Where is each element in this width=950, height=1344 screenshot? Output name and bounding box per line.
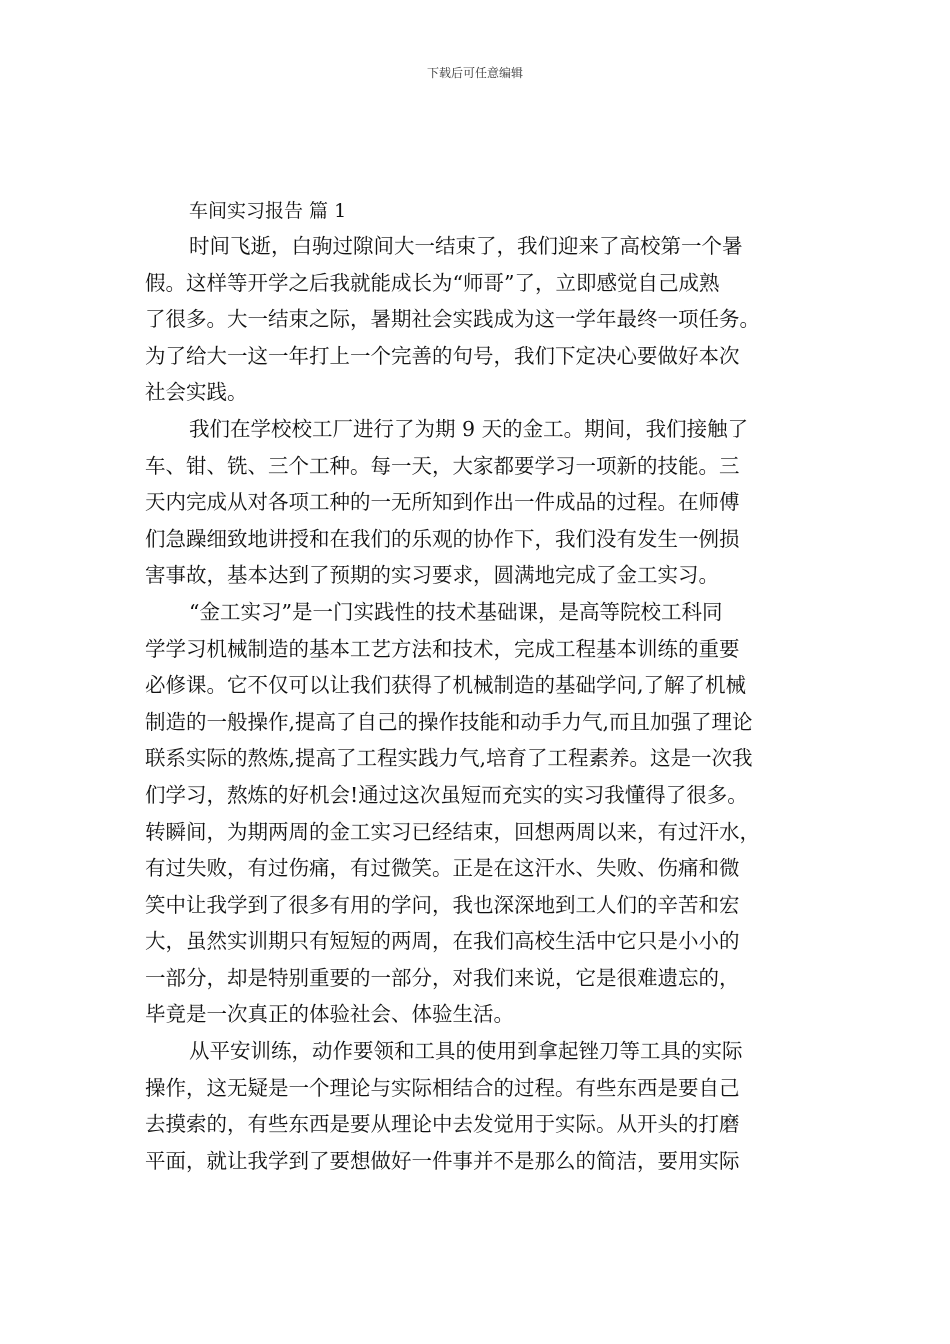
text-line: 大，虽然实训期只有短短的两周，在我们高校生活中它只是小小的 xyxy=(145,929,740,954)
text-line: 们学习，熬炼的好机会!通过这次虽短而充实的实习我懂得了很多。 xyxy=(145,782,748,807)
text-line: 们急躁细致地讲授和在我们的乐观的协作下，我们没有发生一例损 xyxy=(145,526,740,551)
text-line: 时间飞逝，白驹过隙间大一结束了，我们迎来了高校第一个暑 xyxy=(189,234,743,258)
text-line: 去摸索的，有些东西是要从理论中去发觉用于实际。从开头的打磨 xyxy=(145,1112,740,1137)
text-line: 了很多。大一结束之际，暑期社会实践成为这一学年最终一项任务。 xyxy=(145,307,760,332)
text-line: 有过失败，有过伤痛，有过微笑。正是在这汗水、失败、伤痛和微 xyxy=(145,856,740,881)
text-line: 我们在学校校工厂进行了为期 9 天的金工。期间，我们接触了 xyxy=(189,416,749,441)
text-line: “金工实习”是一门实践性的技术基础课，是高等院校工科同 xyxy=(189,599,723,624)
text-line: 联系实际的熬炼,提高了工程实践力气,培育了工程素养。这是一次我 xyxy=(145,746,753,771)
text-line: 学学习机械制造的基本工艺方法和技术，完成工程基本训练的重要 xyxy=(145,636,740,661)
header-note: 下载后可任意编辑 xyxy=(426,66,523,80)
text-line: 毕竟是一次真正的体验社会、体验生活。 xyxy=(145,1002,514,1027)
text-line: 制造的一般操作,提高了自己的操作技能和动手力气,而且加强了理论 xyxy=(145,709,753,734)
document-body xyxy=(145,228,805,1179)
text-line: 假。这样等开学之后我就能成长为“师哥”了，立即感觉自己成熟 xyxy=(145,270,720,295)
text-line: 天内完成从对各项工种的一无所知到作出一件成品的过程。在师傅 xyxy=(145,490,740,515)
text-line: 社会实践。 xyxy=(145,380,248,405)
text-line: 一部分，却是特别重要的一部分，对我们来说，它是很难遗忘的， xyxy=(145,965,740,990)
text-line: 转瞬间，为期两周的金工实习已经结束，回想两周以来，有过汗水， xyxy=(145,819,760,844)
text-line: 必修课。它不仅可以让我们获得了机械制造的基础学问,了解了机械 xyxy=(145,673,747,698)
text-line: 平面，就让我学到了要想做好一件事并不是那么的简洁，要用实际 xyxy=(145,1148,740,1173)
text-line: 害事故，基本达到了预期的实习要求，圆满地完成了金工实习。 xyxy=(145,563,719,588)
document-title: 车间实习报告 篇 1 xyxy=(189,200,347,222)
text-line: 从平安训练，动作要领和工具的使用到拿起锉刀等工具的实际 xyxy=(189,1039,743,1064)
text-line: 操作，这无疑是一个理论与实际相结合的过程。有些东西是要自己 xyxy=(145,1075,740,1100)
text-line: 笑中让我学到了很多有用的学问，我也深深地到工人们的辛苦和宏 xyxy=(145,892,740,917)
text-line: 车、钳、铣、三个工种。每一天，大家都要学习一项新的技能。三 xyxy=(145,453,740,478)
text-line: 为了给大一这一年打上一个完善的句号，我们下定决心要做好本次 xyxy=(145,343,740,368)
